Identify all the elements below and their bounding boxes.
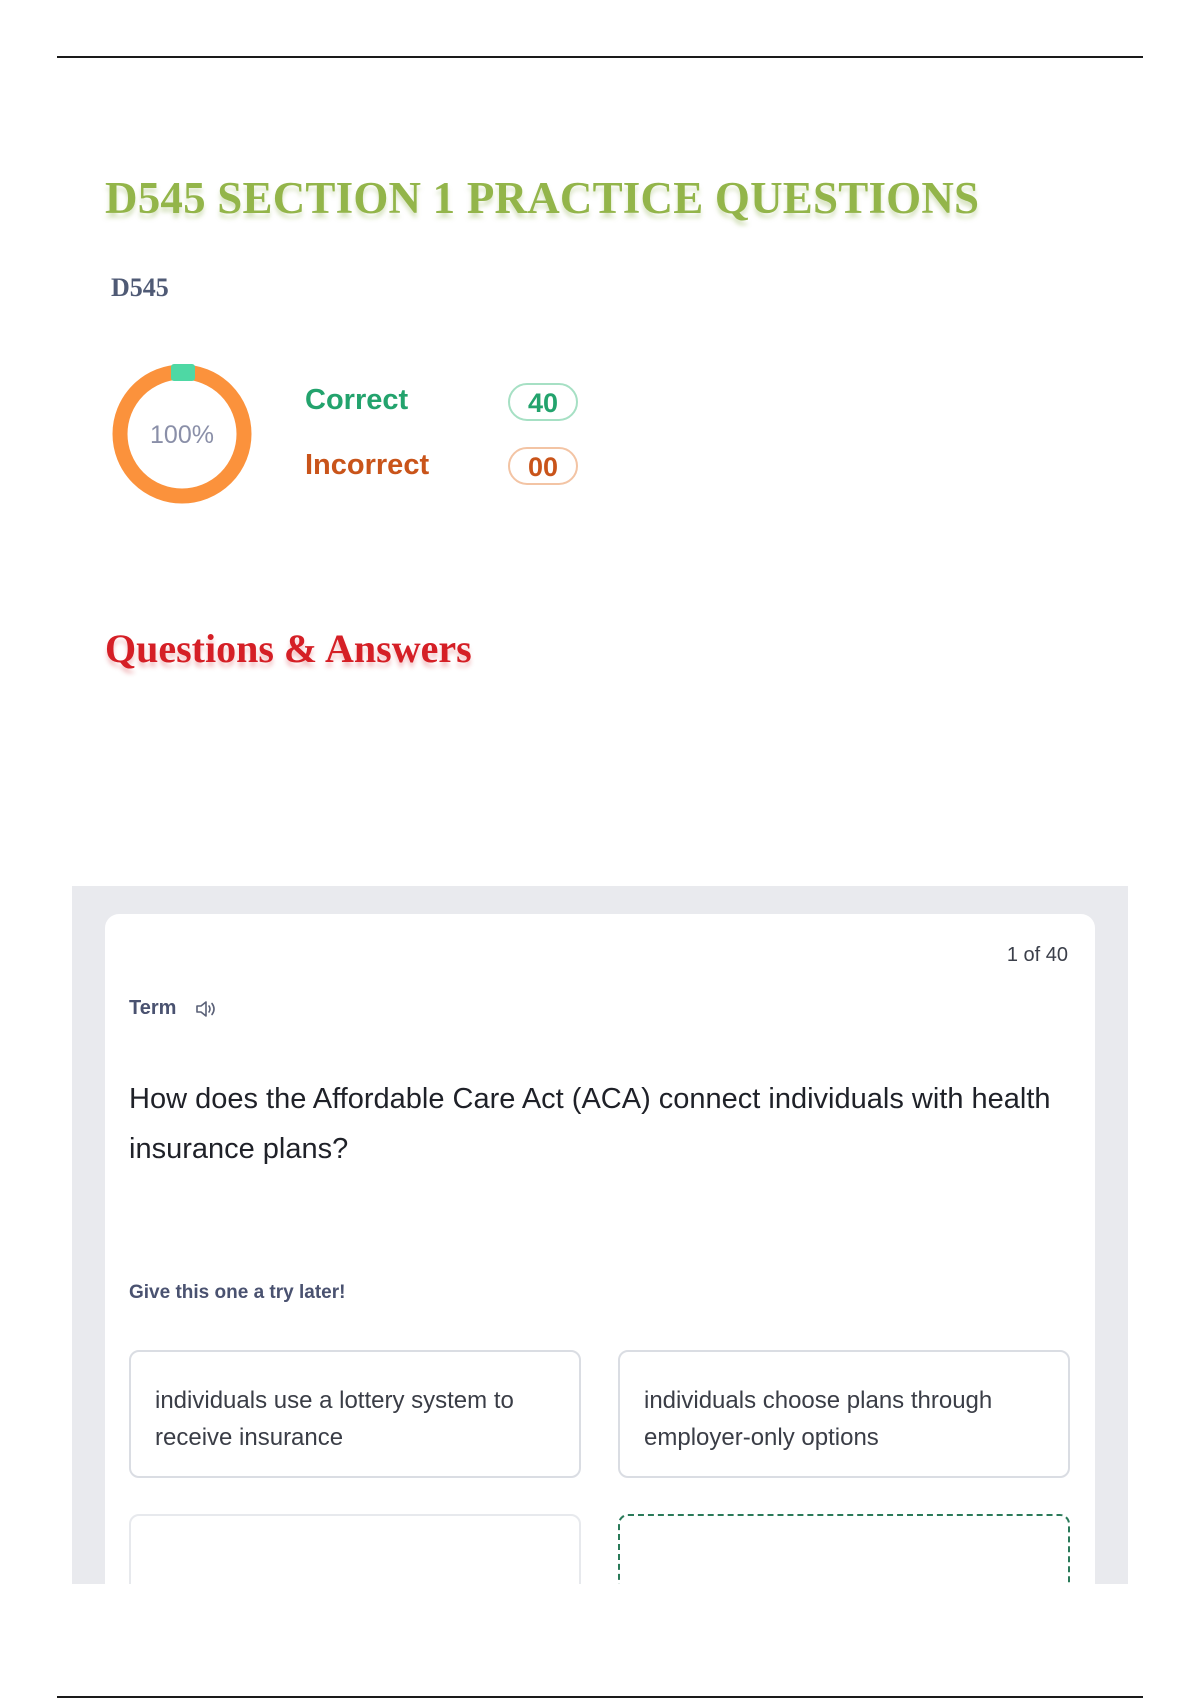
score-donut-chart (110, 362, 254, 506)
term-label: Term (129, 997, 177, 1019)
incorrect-label: Incorrect (305, 449, 430, 481)
correct-count-badge: 40 (508, 383, 578, 421)
questions-answers-heading: Questions & Answers (105, 626, 472, 671)
card-counter: 1 of 40 (1006, 944, 1068, 966)
document-title: D545 SECTION 1 PRACTICE QUESTIONS (105, 173, 980, 223)
answer-option-selected[interactable] (618, 1514, 1070, 1584)
document-subtitle: D545 (111, 273, 169, 302)
flashcard (105, 914, 1095, 1584)
donut-marker (171, 364, 195, 381)
top-rule (57, 56, 1143, 58)
flashcard-panel (72, 886, 1128, 1584)
answer-option[interactable]: individuals use a lottery system to receive insurance (129, 1350, 581, 1478)
correct-label: Correct (305, 384, 409, 416)
answer-option[interactable]: individuals choose plans through employer-only options (618, 1350, 1070, 1478)
term-row (129, 997, 218, 1020)
try-later-hint[interactable]: Give this one a try later! (129, 1282, 346, 1303)
speaker-icon[interactable] (194, 999, 218, 1019)
question-text: How does the Affordable Care Act (ACA) connect individuals with health insurance plans? (129, 1083, 1051, 1165)
score-percent: 100% (150, 421, 214, 449)
incorrect-count-badge: 00 (508, 447, 578, 485)
bottom-rule (57, 1696, 1143, 1698)
answer-option[interactable] (129, 1514, 581, 1584)
